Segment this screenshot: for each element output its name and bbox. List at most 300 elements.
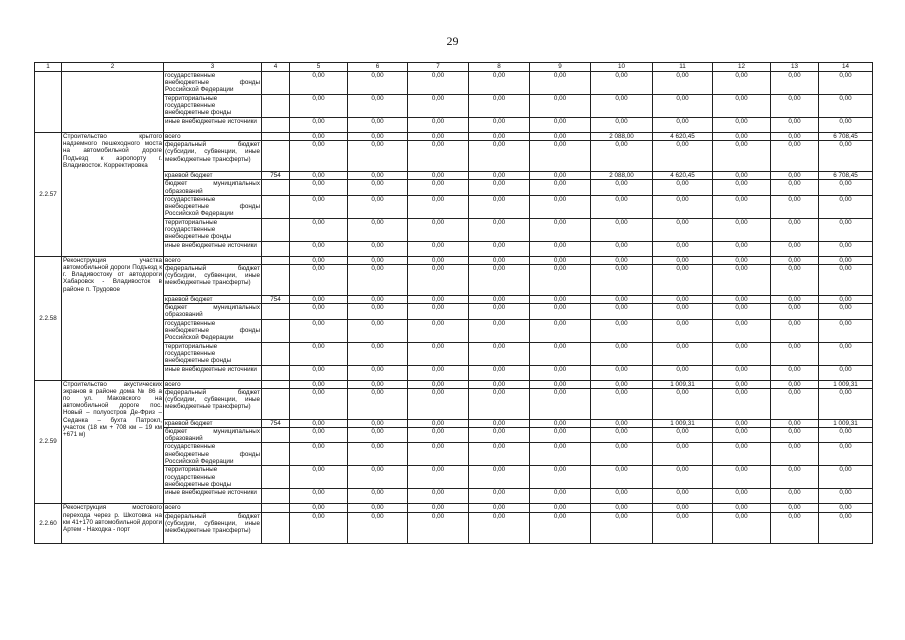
amount-col-5: 0,00 [290, 428, 348, 443]
amount-col-13: 0,00 [771, 296, 819, 304]
column-number-7: 7 [408, 63, 469, 72]
amount-col-7: 0,00 [408, 141, 469, 172]
amount-col-5: 0,00 [290, 419, 348, 427]
amount-col-11: 0,00 [653, 489, 713, 504]
amount-col-13: 0,00 [771, 304, 819, 319]
funding-source: иные внебюджетные источники [164, 489, 262, 504]
amount-col-12: 0,00 [713, 133, 771, 141]
amount-col-8: 0,00 [469, 118, 530, 133]
amount-col-6: 0,00 [348, 256, 408, 264]
grbs-code [262, 388, 290, 419]
table-row [35, 256, 873, 264]
amount-col-5: 0,00 [290, 388, 348, 419]
funding-source: бюджет муниципальных образований [165, 304, 260, 319]
amount-col-13: 0,00 [771, 319, 819, 342]
funding-source: бюджет муниципальных образований [165, 428, 260, 443]
column-number-13: 13 [771, 63, 819, 72]
amount-col-9: 0,00 [530, 265, 591, 296]
funding-source: государственные внебюджетные фонды Российской Федерации [165, 72, 260, 94]
amount-col-12: 0,00 [713, 172, 771, 180]
amount-col-14: 0,00 [819, 388, 873, 419]
amount-col-5: 0,00 [290, 443, 348, 466]
amount-col-6: 0,00 [348, 118, 408, 133]
amount-col-7: 0,00 [408, 428, 469, 443]
amount-col-6: 0,00 [348, 489, 408, 504]
amount-col-12: 0,00 [713, 195, 771, 218]
amount-col-13: 0,00 [771, 133, 819, 141]
amount-col-10: 0,00 [591, 443, 653, 466]
amount-col-7: 0,00 [408, 365, 469, 380]
amount-col-9: 0,00 [530, 218, 591, 241]
amount-col-6: 0,00 [348, 296, 408, 304]
amount-col-9: 0,00 [530, 512, 591, 543]
amount-col-7: 0,00 [408, 95, 469, 118]
amount-col-12: 0,00 [713, 304, 771, 319]
grbs-code [262, 141, 290, 172]
amount-col-11: 1 009,31 [653, 380, 713, 388]
amount-col-12: 0,00 [713, 141, 771, 172]
amount-col-11: 0,00 [653, 365, 713, 380]
amount-col-11: 0,00 [653, 428, 713, 443]
amount-col-7: 0,00 [408, 388, 469, 419]
amount-col-7: 0,00 [408, 265, 469, 296]
funding-source: государственные внебюджетные фонды Российской Федерации [165, 319, 260, 342]
amount-col-12: 0,00 [713, 443, 771, 466]
funding-source: государственные внебюджетные фонды Российской Федерации [165, 443, 260, 465]
amount-col-5: 0,00 [290, 172, 348, 180]
amount-col-8: 0,00 [469, 380, 530, 388]
grbs-code [262, 365, 290, 380]
amount-col-13: 0,00 [771, 365, 819, 380]
amount-col-6: 0,00 [348, 133, 408, 141]
amount-col-13: 0,00 [771, 466, 819, 489]
amount-col-14: 1 009,31 [819, 419, 873, 427]
amount-col-14: 0,00 [819, 118, 873, 133]
amount-col-6: 0,00 [348, 195, 408, 218]
column-number-row [35, 63, 873, 72]
amount-col-12: 0,00 [713, 489, 771, 504]
amount-col-10: 0,00 [591, 195, 653, 218]
amount-col-12: 0,00 [713, 118, 771, 133]
amount-col-9: 0,00 [530, 304, 591, 319]
amount-col-8: 0,00 [469, 388, 530, 419]
amount-col-5: 0,00 [290, 319, 348, 342]
budget-table [34, 62, 873, 544]
funding-source: иные внебюджетные источники [164, 118, 262, 133]
grbs-code [262, 265, 290, 296]
amount-col-7: 0,00 [408, 489, 469, 504]
item-code [35, 72, 62, 133]
amount-col-10: 0,00 [591, 319, 653, 342]
amount-col-11: 0,00 [653, 95, 713, 118]
amount-col-11: 0,00 [653, 342, 713, 365]
amount-col-8: 0,00 [469, 296, 530, 304]
amount-col-12: 0,00 [713, 95, 771, 118]
amount-col-14: 6 708,45 [819, 133, 873, 141]
funding-source: краевой бюджет [164, 172, 262, 180]
amount-col-12: 0,00 [713, 380, 771, 388]
column-number-9: 9 [530, 63, 591, 72]
amount-col-10: 0,00 [591, 218, 653, 241]
amount-col-12: 0,00 [713, 342, 771, 365]
amount-col-14: 0,00 [819, 466, 873, 489]
amount-col-7: 0,00 [408, 133, 469, 141]
amount-col-7: 0,00 [408, 512, 469, 543]
amount-col-14: 0,00 [819, 218, 873, 241]
amount-col-5: 0,00 [290, 72, 348, 95]
item-code: 2.2.60 [35, 504, 62, 543]
amount-col-14: 0,00 [819, 304, 873, 319]
amount-col-7: 0,00 [408, 118, 469, 133]
amount-col-7: 0,00 [408, 504, 469, 512]
amount-col-7: 0,00 [408, 304, 469, 319]
funding-source: федеральный бюджет (субсидии, субвенции, иные межбюджетные трансферты) [164, 265, 262, 296]
column-number-6: 6 [348, 63, 408, 72]
amount-col-14: 0,00 [819, 428, 873, 443]
amount-col-10: 0,00 [591, 512, 653, 543]
amount-col-6: 0,00 [348, 428, 408, 443]
amount-col-6: 0,00 [348, 504, 408, 512]
column-number-8: 8 [469, 63, 530, 72]
amount-col-14: 0,00 [819, 241, 873, 256]
amount-col-10: 0,00 [591, 380, 653, 388]
item-name: Реконструкция мостового перехода через р. Шкотовка на км 41+170 автомобильной дороги Артем - Находка - порт [62, 504, 164, 543]
amount-col-10: 0,00 [591, 72, 653, 95]
column-number-4: 4 [262, 63, 290, 72]
amount-col-11: 0,00 [653, 443, 713, 466]
grbs-code [262, 304, 290, 319]
amount-col-7: 0,00 [408, 180, 469, 195]
amount-col-12: 0,00 [713, 388, 771, 419]
amount-col-13: 0,00 [771, 195, 819, 218]
amount-col-13: 0,00 [771, 489, 819, 504]
funding-source: всего [164, 256, 262, 264]
amount-col-9: 0,00 [530, 428, 591, 443]
amount-col-13: 0,00 [771, 172, 819, 180]
amount-col-9: 0,00 [530, 342, 591, 365]
amount-col-11: 1 009,31 [653, 419, 713, 427]
amount-col-13: 0,00 [771, 141, 819, 172]
funding-source: федеральный бюджет (субсидии, субвенции, иные межбюджетные трансферты) [164, 512, 262, 543]
funding-source: иные внебюджетные источники [164, 241, 262, 256]
amount-col-9: 0,00 [530, 504, 591, 512]
amount-col-9: 0,00 [530, 365, 591, 380]
amount-col-7: 0,00 [408, 195, 469, 218]
amount-col-13: 0,00 [771, 443, 819, 466]
table-row [35, 72, 873, 95]
amount-col-11: 0,00 [653, 388, 713, 419]
amount-col-13: 0,00 [771, 512, 819, 543]
funding-source: федеральный бюджет (субсидии, субвенции, иные межбюджетные трансферты) [164, 141, 262, 172]
grbs-code [262, 95, 290, 118]
column-number-10: 10 [591, 63, 653, 72]
amount-col-13: 0,00 [771, 419, 819, 427]
amount-col-5: 0,00 [290, 342, 348, 365]
amount-col-8: 0,00 [469, 512, 530, 543]
amount-col-10: 0,00 [591, 388, 653, 419]
item-code: 2.2.58 [35, 256, 62, 380]
amount-col-5: 0,00 [290, 241, 348, 256]
amount-col-12: 0,00 [713, 265, 771, 296]
table-row [35, 380, 873, 388]
amount-col-6: 0,00 [348, 388, 408, 419]
amount-col-10: 0,00 [591, 365, 653, 380]
amount-col-9: 0,00 [530, 241, 591, 256]
amount-col-5: 0,00 [290, 365, 348, 380]
amount-col-14: 1 009,31 [819, 380, 873, 388]
amount-col-14: 0,00 [819, 95, 873, 118]
amount-col-7: 0,00 [408, 419, 469, 427]
column-number-5: 5 [290, 63, 348, 72]
amount-col-12: 0,00 [713, 241, 771, 256]
amount-col-13: 0,00 [771, 265, 819, 296]
amount-col-9: 0,00 [530, 172, 591, 180]
column-number-12: 12 [713, 63, 771, 72]
amount-col-11: 0,00 [653, 72, 713, 95]
amount-col-10: 0,00 [591, 265, 653, 296]
grbs-code [262, 342, 290, 365]
amount-col-11: 0,00 [653, 319, 713, 342]
amount-col-9: 0,00 [530, 256, 591, 264]
item-name: Строительство акустических экранов в районе дома № 86 а по ул. Маковского на автомобильной дороге пос. Новый – полуостров Де-Фриз – Седанка – бухта Патрокл, участок (18 км + 708 км – 19 км +671 м) [62, 380, 164, 504]
amount-col-10: 0,00 [591, 241, 653, 256]
amount-col-14: 0,00 [819, 319, 873, 342]
amount-col-5: 0,00 [290, 133, 348, 141]
amount-col-14: 0,00 [819, 365, 873, 380]
amount-col-11: 0,00 [653, 296, 713, 304]
amount-col-8: 0,00 [469, 443, 530, 466]
amount-col-10: 0,00 [591, 489, 653, 504]
column-number-2: 2 [62, 63, 164, 72]
amount-col-9: 0,00 [530, 443, 591, 466]
amount-col-14: 0,00 [819, 72, 873, 95]
amount-col-13: 0,00 [771, 118, 819, 133]
amount-col-6: 0,00 [348, 172, 408, 180]
amount-col-6: 0,00 [348, 241, 408, 256]
item-name: Реконструкция участка автомобильной дороги Подъезд к г. Владивостоку от автодороги Хабаровск - Владивосток в районе п. Трудовое [62, 256, 164, 380]
grbs-code [262, 118, 290, 133]
amount-col-5: 0,00 [290, 466, 348, 489]
amount-col-8: 0,00 [469, 304, 530, 319]
amount-col-10: 0,00 [591, 141, 653, 172]
table-body [35, 63, 873, 544]
amount-col-10: 0,00 [591, 466, 653, 489]
amount-col-5: 0,00 [290, 504, 348, 512]
grbs-code [262, 241, 290, 256]
amount-col-8: 0,00 [469, 72, 530, 95]
amount-col-13: 0,00 [771, 256, 819, 264]
amount-col-6: 0,00 [348, 443, 408, 466]
amount-col-5: 0,00 [290, 141, 348, 172]
amount-col-6: 0,00 [348, 380, 408, 388]
amount-col-11: 0,00 [653, 218, 713, 241]
amount-col-13: 0,00 [771, 218, 819, 241]
amount-col-14: 0,00 [819, 180, 873, 195]
amount-col-9: 0,00 [530, 118, 591, 133]
amount-col-8: 0,00 [469, 466, 530, 489]
grbs-code [262, 180, 290, 195]
amount-col-12: 0,00 [713, 419, 771, 427]
amount-col-8: 0,00 [469, 172, 530, 180]
amount-col-14: 0,00 [819, 504, 873, 512]
amount-col-14: 0,00 [819, 256, 873, 264]
amount-col-10: 2 088,00 [591, 133, 653, 141]
amount-col-13: 0,00 [771, 342, 819, 365]
amount-col-5: 0,00 [290, 489, 348, 504]
amount-col-11: 0,00 [653, 241, 713, 256]
amount-col-10: 2 088,00 [591, 172, 653, 180]
grbs-code [262, 72, 290, 95]
amount-col-11: 0,00 [653, 466, 713, 489]
column-number-11: 11 [653, 63, 713, 72]
amount-col-8: 0,00 [469, 428, 530, 443]
amount-col-5: 0,00 [290, 95, 348, 118]
amount-col-7: 0,00 [408, 342, 469, 365]
amount-col-5: 0,00 [290, 265, 348, 296]
amount-col-5: 0,00 [290, 180, 348, 195]
amount-col-7: 0,00 [408, 172, 469, 180]
grbs-code [262, 133, 290, 141]
grbs-code: 754 [262, 172, 290, 180]
amount-col-10: 0,00 [591, 296, 653, 304]
amount-col-13: 0,00 [771, 180, 819, 195]
amount-col-9: 0,00 [530, 72, 591, 95]
amount-col-9: 0,00 [530, 180, 591, 195]
amount-col-13: 0,00 [771, 95, 819, 118]
amount-col-8: 0,00 [469, 265, 530, 296]
funding-source: всего [164, 504, 262, 512]
item-name [62, 72, 164, 133]
amount-col-7: 0,00 [408, 256, 469, 264]
amount-col-12: 0,00 [713, 72, 771, 95]
amount-col-8: 0,00 [469, 133, 530, 141]
grbs-code [262, 428, 290, 443]
amount-col-12: 0,00 [713, 512, 771, 543]
amount-col-10: 0,00 [591, 256, 653, 264]
amount-col-14: 6 708,45 [819, 172, 873, 180]
funding-source: краевой бюджет [164, 296, 262, 304]
amount-col-10: 0,00 [591, 419, 653, 427]
amount-col-5: 0,00 [290, 218, 348, 241]
amount-col-11: 0,00 [653, 195, 713, 218]
amount-col-9: 0,00 [530, 419, 591, 427]
amount-col-5: 0,00 [290, 304, 348, 319]
amount-col-7: 0,00 [408, 241, 469, 256]
grbs-code [262, 380, 290, 388]
amount-col-8: 0,00 [469, 342, 530, 365]
amount-col-14: 0,00 [819, 342, 873, 365]
amount-col-9: 0,00 [530, 380, 591, 388]
amount-col-6: 0,00 [348, 512, 408, 543]
amount-col-6: 0,00 [348, 319, 408, 342]
amount-col-11: 0,00 [653, 265, 713, 296]
column-number-3: 3 [164, 63, 262, 72]
amount-col-8: 0,00 [469, 195, 530, 218]
amount-col-9: 0,00 [530, 319, 591, 342]
amount-col-7: 0,00 [408, 443, 469, 466]
amount-col-8: 0,00 [469, 319, 530, 342]
funding-source: иные внебюджетные источники [164, 365, 262, 380]
funding-source: краевой бюджет [164, 419, 262, 427]
funding-source: государственные внебюджетные фонды Российской Федерации [165, 195, 260, 218]
amount-col-11: 0,00 [653, 304, 713, 319]
amount-col-9: 0,00 [530, 95, 591, 118]
amount-col-6: 0,00 [348, 180, 408, 195]
amount-col-11: 0,00 [653, 141, 713, 172]
funding-source: всего [164, 380, 262, 388]
grbs-code [262, 443, 290, 466]
amount-col-8: 0,00 [469, 419, 530, 427]
funding-source: территориальные государственные внебюджетные фонды [164, 218, 262, 241]
amount-col-6: 0,00 [348, 365, 408, 380]
grbs-code: 754 [262, 296, 290, 304]
amount-col-11: 0,00 [653, 180, 713, 195]
page-number: 29 [446, 34, 459, 48]
amount-col-14: 0,00 [819, 265, 873, 296]
amount-col-12: 0,00 [713, 365, 771, 380]
item-code: 2.2.57 [35, 133, 62, 257]
amount-col-13: 0,00 [771, 504, 819, 512]
amount-col-9: 0,00 [530, 296, 591, 304]
amount-col-10: 0,00 [591, 342, 653, 365]
grbs-code [262, 466, 290, 489]
amount-col-10: 0,00 [591, 304, 653, 319]
amount-col-10: 0,00 [591, 504, 653, 512]
amount-col-13: 0,00 [771, 380, 819, 388]
funding-source: территориальные государственные внебюджетные фонды [164, 342, 262, 365]
amount-col-8: 0,00 [469, 95, 530, 118]
column-number-1: 1 [35, 63, 62, 72]
amount-col-11: 4 620,45 [653, 133, 713, 141]
amount-col-8: 0,00 [469, 241, 530, 256]
amount-col-12: 0,00 [713, 466, 771, 489]
amount-col-13: 0,00 [771, 72, 819, 95]
amount-col-6: 0,00 [348, 265, 408, 296]
amount-col-14: 0,00 [819, 195, 873, 218]
amount-col-10: 0,00 [591, 95, 653, 118]
amount-col-6: 0,00 [348, 218, 408, 241]
amount-col-13: 0,00 [771, 388, 819, 419]
amount-col-8: 0,00 [469, 365, 530, 380]
amount-col-9: 0,00 [530, 133, 591, 141]
amount-col-8: 0,00 [469, 489, 530, 504]
amount-col-9: 0,00 [530, 466, 591, 489]
amount-col-7: 0,00 [408, 466, 469, 489]
amount-col-10: 0,00 [591, 180, 653, 195]
amount-col-6: 0,00 [348, 95, 408, 118]
amount-col-12: 0,00 [713, 218, 771, 241]
amount-col-12: 0,00 [713, 319, 771, 342]
amount-col-12: 0,00 [713, 180, 771, 195]
amount-col-14: 0,00 [819, 296, 873, 304]
amount-col-11: 0,00 [653, 504, 713, 512]
grbs-code [262, 489, 290, 504]
amount-col-12: 0,00 [713, 256, 771, 264]
amount-col-6: 0,00 [348, 466, 408, 489]
amount-col-6: 0,00 [348, 304, 408, 319]
grbs-code [262, 256, 290, 264]
funding-source: территориальные государственные внебюджетные фонды [164, 466, 262, 489]
amount-col-8: 0,00 [469, 504, 530, 512]
amount-col-14: 0,00 [819, 443, 873, 466]
amount-col-7: 0,00 [408, 296, 469, 304]
amount-col-9: 0,00 [530, 388, 591, 419]
grbs-code [262, 218, 290, 241]
amount-col-8: 0,00 [469, 141, 530, 172]
grbs-code [262, 319, 290, 342]
amount-col-5: 0,00 [290, 256, 348, 264]
amount-col-8: 0,00 [469, 256, 530, 264]
